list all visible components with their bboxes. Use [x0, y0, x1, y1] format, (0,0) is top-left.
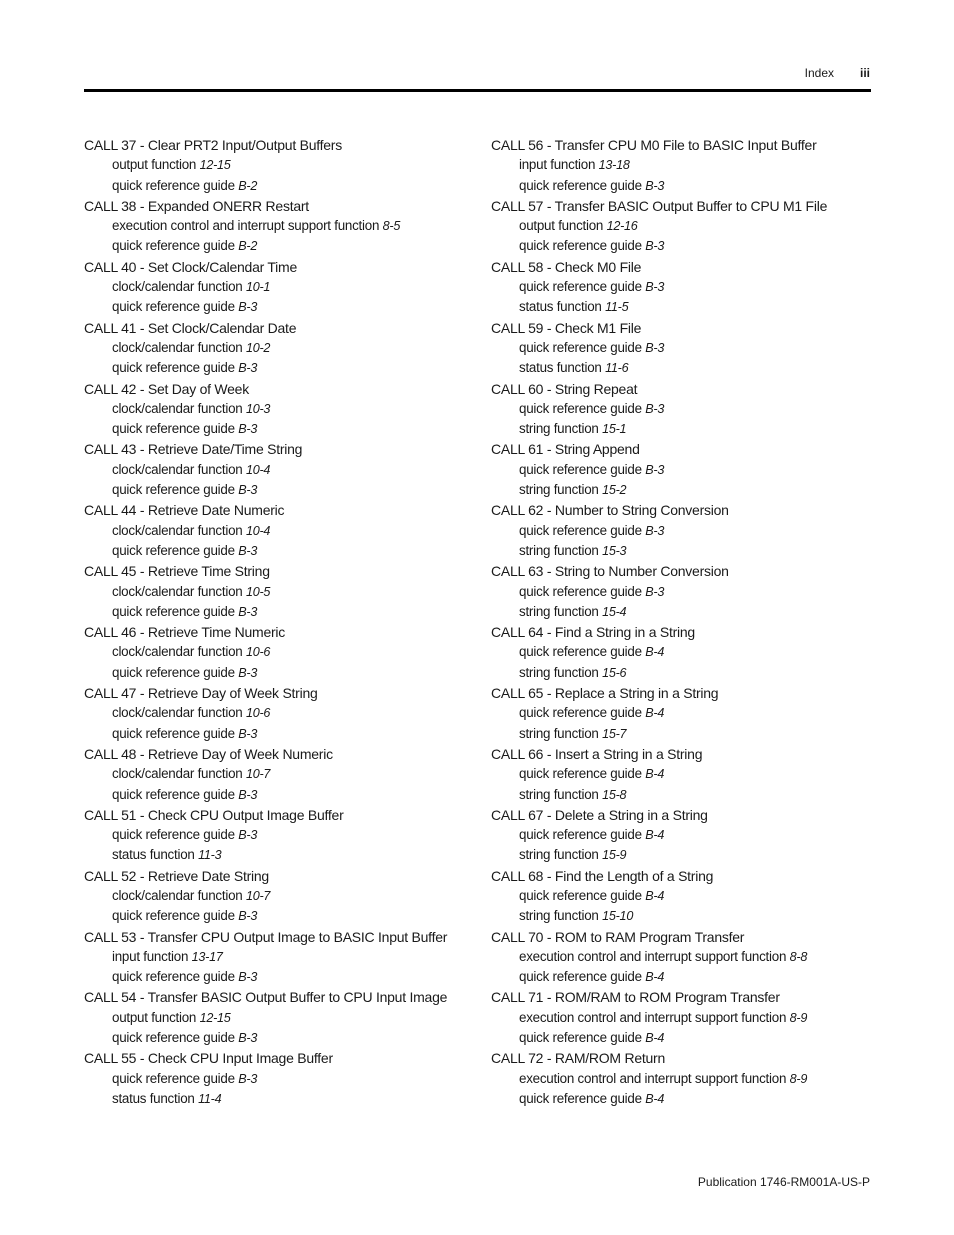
page-reference: 15-7	[602, 726, 627, 741]
page-reference: 15-6	[602, 665, 627, 680]
subentry-text: clock/calendar function	[112, 583, 243, 599]
page-reference: B-3	[645, 239, 665, 254]
subentry-text: status function	[112, 847, 195, 863]
page-reference: 15-8	[602, 787, 627, 802]
index-subentry	[491, 176, 881, 196]
subentry-text: quick reference guide	[112, 1030, 235, 1046]
subentry-text: string function	[519, 664, 599, 680]
index-subentry	[491, 886, 881, 906]
page-reference: 8-9	[789, 1010, 808, 1025]
subentry-text: quick reference guide	[112, 664, 235, 680]
page-reference: 15-3	[602, 543, 627, 558]
index-entry	[491, 500, 881, 561]
subentry-text: execution control and interrupt support function	[519, 1070, 787, 1086]
index-entry	[491, 622, 881, 683]
subentry-text: quick reference guide	[519, 400, 642, 416]
index-term: CALL 46 - Retrieve Time Numeric	[84, 624, 286, 641]
subentry-text: status function	[519, 360, 602, 376]
index-term: CALL 41 - Set Clock/Calendar Date	[84, 319, 297, 336]
index-column-left	[84, 135, 474, 1109]
page-reference: 13-18	[598, 158, 630, 173]
index-subentry	[491, 764, 881, 784]
subentry-text: output function	[519, 218, 604, 234]
page-reference: 12-16	[606, 219, 638, 234]
index-entry	[84, 622, 474, 683]
page-reference: B-3	[238, 543, 258, 558]
index-subentry	[491, 277, 881, 297]
index-subentry	[84, 1089, 474, 1109]
index-term: CALL 38 - Expanded ONERR Restart	[84, 197, 309, 214]
index-term: CALL 54 - Transfer BASIC Output Buffer to CPU Input Image	[84, 989, 448, 1006]
index-subentry	[491, 724, 881, 744]
index-subentry	[491, 947, 881, 967]
subentry-text: output function	[112, 157, 197, 173]
page-reference: B-3	[645, 401, 665, 416]
page-reference: B-3	[645, 584, 665, 599]
page-reference: 8-5	[382, 219, 401, 234]
subentry-text: quick reference guide	[112, 908, 235, 924]
header-page-number: iii	[859, 66, 870, 80]
page-reference: B-3	[238, 422, 258, 437]
page-reference: 15-4	[602, 604, 627, 619]
index-subentry	[491, 1069, 881, 1089]
subentry-text: quick reference guide	[519, 1090, 642, 1106]
page-reference: B-4	[645, 645, 665, 660]
page-reference: B-3	[645, 462, 665, 477]
page-reference: 10-7	[245, 888, 271, 903]
subentry-text: quick reference guide	[112, 421, 235, 437]
page-reference: B-4	[645, 970, 665, 985]
page-reference: 11-4	[198, 1091, 222, 1106]
subentry-text: quick reference guide	[519, 177, 642, 193]
page-reference: B-3	[645, 523, 665, 538]
page-reference: 10-3	[245, 401, 271, 416]
page-reference: B-3	[238, 361, 258, 376]
index-entry	[491, 744, 881, 805]
index-subentry	[491, 541, 881, 561]
subentry-text: quick reference guide	[519, 461, 642, 477]
header-section-title: Index	[804, 66, 834, 80]
page-reference: B-3	[238, 787, 258, 802]
index-subentry	[491, 582, 881, 602]
index-entry	[491, 805, 881, 866]
index-subentry	[84, 236, 474, 256]
index-subentry	[84, 1069, 474, 1089]
index-subentry	[491, 358, 881, 378]
index-subentry	[84, 541, 474, 561]
subentry-text: string function	[519, 482, 599, 498]
index-subentry	[84, 460, 474, 480]
subentry-text: quick reference guide	[112, 360, 235, 376]
index-subentry	[84, 216, 474, 236]
index-term: CALL 51 - Check CPU Output Image Buffer	[84, 806, 344, 823]
index-subentry	[84, 947, 474, 967]
subentry-text: string function	[519, 542, 599, 558]
index-term: CALL 71 - ROM/RAM to ROM Program Transfer	[491, 989, 780, 1006]
subentry-text: quick reference guide	[519, 1030, 642, 1046]
page-reference: B-3	[238, 828, 258, 843]
index-term: CALL 61 - String Append	[491, 441, 640, 458]
index-subentry	[491, 825, 881, 845]
index-entry	[491, 379, 881, 440]
page-reference: 15-10	[602, 909, 634, 924]
subentry-text: quick reference guide	[112, 542, 235, 558]
subentry-text: quick reference guide	[112, 603, 235, 619]
index-entry	[84, 866, 474, 927]
index-subentry	[491, 642, 881, 662]
index-entry	[491, 439, 881, 500]
index-subentry	[84, 582, 474, 602]
page-reference: B-3	[238, 909, 258, 924]
index-entry	[84, 318, 474, 379]
page-reference: B-3	[238, 300, 258, 315]
header-rule	[84, 89, 871, 92]
index-subentry	[84, 703, 474, 723]
subentry-text: string function	[519, 908, 599, 924]
subentry-text: quick reference guide	[112, 725, 235, 741]
index-subentry	[84, 602, 474, 622]
index-entry	[491, 196, 881, 257]
index-entry	[84, 987, 474, 1048]
index-term: CALL 52 - Retrieve Date String	[84, 867, 269, 884]
page-reference: B-3	[645, 178, 665, 193]
subentry-text: quick reference guide	[112, 786, 235, 802]
subentry-text: clock/calendar function	[112, 705, 243, 721]
index-subentry	[491, 216, 881, 236]
subentry-text: clock/calendar function	[112, 522, 243, 538]
page-reference: 10-5	[245, 584, 271, 599]
index-term: CALL 44 - Retrieve Date Numeric	[84, 502, 285, 519]
index-subentry	[491, 967, 881, 987]
index-subentry	[84, 297, 474, 317]
subentry-text: quick reference guide	[519, 238, 642, 254]
index-subentry	[491, 785, 881, 805]
subentry-text: clock/calendar function	[112, 400, 243, 416]
page-reference: 12-15	[199, 1010, 231, 1025]
index-subentry	[491, 845, 881, 865]
index-term: CALL 62 - Number to String Conversion	[491, 502, 729, 519]
subentry-text: execution control and interrupt support function	[519, 1009, 787, 1025]
index-entry	[84, 744, 474, 805]
page-reference: B-2	[238, 239, 258, 254]
index-subentry	[84, 155, 474, 175]
index-entry	[84, 805, 474, 866]
index-subentry	[84, 1028, 474, 1048]
index-subentry	[84, 663, 474, 683]
subentry-text: quick reference guide	[519, 969, 642, 985]
subentry-text: clock/calendar function	[112, 461, 243, 477]
index-entry	[84, 439, 474, 500]
index-term: CALL 43 - Retrieve Date/Time String	[84, 441, 303, 458]
page-reference: B-3	[238, 604, 258, 619]
index-subentry	[84, 785, 474, 805]
index-entry	[491, 561, 881, 622]
index-entry	[491, 1048, 881, 1109]
page-reference: 15-2	[602, 483, 627, 498]
subentry-text: string function	[519, 847, 599, 863]
index-term: CALL 72 - RAM/ROM Return	[491, 1050, 665, 1067]
index-term: CALL 57 - Transfer BASIC Output Buffer to CPU M1 File	[491, 197, 828, 214]
index-term: CALL 55 - Check CPU Input Image Buffer	[84, 1050, 333, 1067]
index-subentry	[84, 521, 474, 541]
index-entry	[491, 927, 881, 988]
subentry-text: clock/calendar function	[112, 339, 243, 355]
index-entry	[491, 135, 881, 196]
page-reference: 13-17	[191, 949, 223, 964]
page-reference: B-3	[645, 340, 665, 355]
subentry-text: input function	[519, 157, 596, 173]
page-reference: B-2	[238, 178, 258, 193]
index-term: CALL 70 - ROM to RAM Program Transfer	[491, 928, 745, 945]
page-reference: B-4	[645, 828, 665, 843]
page-reference: B-3	[238, 970, 258, 985]
page-reference: B-4	[645, 888, 665, 903]
index-subentry	[491, 1008, 881, 1028]
page-reference: 15-9	[602, 848, 627, 863]
index-entry	[84, 500, 474, 561]
index-subentry	[491, 521, 881, 541]
index-subentry	[491, 236, 881, 256]
index-subentry	[491, 480, 881, 500]
index-term: CALL 47 - Retrieve Day of Week String	[84, 685, 318, 702]
page-reference: 10-4	[245, 462, 271, 477]
page-reference: 10-7	[245, 767, 271, 782]
index-subentry	[491, 338, 881, 358]
subentry-text: quick reference guide	[112, 299, 235, 315]
index-subentry	[84, 886, 474, 906]
subentry-text: quick reference guide	[519, 705, 642, 721]
index-term: CALL 67 - Delete a String in a String	[491, 806, 708, 823]
index-subentry	[84, 1008, 474, 1028]
subentry-text: quick reference guide	[519, 766, 642, 782]
subentry-text: string function	[519, 603, 599, 619]
index-entry	[491, 987, 881, 1048]
subentry-text: clock/calendar function	[112, 766, 243, 782]
subentry-text: input function	[112, 948, 189, 964]
page-header	[84, 66, 870, 82]
page-reference: B-4	[645, 1091, 665, 1106]
page-reference: 10-1	[245, 280, 271, 295]
subentry-text: quick reference guide	[519, 339, 642, 355]
subentry-text: quick reference guide	[112, 238, 235, 254]
index-subentry	[84, 419, 474, 439]
subentry-text: status function	[112, 1090, 195, 1106]
index-subentry	[84, 724, 474, 744]
page-reference: 10-6	[245, 645, 271, 660]
index-entry	[491, 318, 881, 379]
index-subentry	[491, 1028, 881, 1048]
subentry-text: quick reference guide	[112, 177, 235, 193]
subentry-text: execution control and interrupt support function	[112, 218, 380, 234]
index-term: CALL 48 - Retrieve Day of Week Numeric	[84, 745, 333, 762]
page-reference: B-3	[238, 1071, 258, 1086]
page-reference: 10-2	[245, 340, 271, 355]
page-reference: B-3	[238, 726, 258, 741]
page-reference: 15-1	[602, 422, 627, 437]
page-reference: B-3	[238, 665, 258, 680]
subentry-text: quick reference guide	[519, 827, 642, 843]
index-term: CALL 66 - Insert a String in a String	[491, 745, 703, 762]
index-subentry	[491, 703, 881, 723]
index-subentry	[84, 906, 474, 926]
index-subentry	[491, 663, 881, 683]
subentry-text: quick reference guide	[519, 279, 642, 295]
page-reference: B-4	[645, 706, 665, 721]
index-subentry	[491, 602, 881, 622]
index-subentry	[491, 399, 881, 419]
index-subentry	[84, 277, 474, 297]
index-subentry	[84, 825, 474, 845]
page-reference: 11-6	[605, 361, 629, 376]
subentry-text: clock/calendar function	[112, 887, 243, 903]
subentry-text: quick reference guide	[519, 522, 642, 538]
index-entry	[84, 561, 474, 622]
subentry-text: status function	[519, 299, 602, 315]
index-entry	[84, 135, 474, 196]
index-term: CALL 45 - Retrieve Time String	[84, 563, 270, 580]
subentry-text: quick reference guide	[112, 827, 235, 843]
subentry-text: string function	[519, 421, 599, 437]
index-entry	[84, 196, 474, 257]
index-term: CALL 58 - Check M0 File	[491, 258, 642, 275]
index-column-right	[491, 135, 881, 1109]
index-entry	[84, 257, 474, 318]
index-entry	[84, 927, 474, 988]
subentry-text: string function	[519, 786, 599, 802]
page-reference: 8-9	[789, 1071, 808, 1086]
index-term: CALL 60 - String Repeat	[491, 380, 638, 397]
index-subentry	[84, 358, 474, 378]
subentry-text: quick reference guide	[519, 887, 642, 903]
subentry-text: string function	[519, 725, 599, 741]
subentry-text: quick reference guide	[112, 482, 235, 498]
index-subentry	[491, 1089, 881, 1109]
index-term: CALL 65 - Replace a String in a String	[491, 685, 719, 702]
index-subentry	[491, 460, 881, 480]
subentry-text: quick reference guide	[519, 644, 642, 660]
index-entry	[491, 257, 881, 318]
index-subentry	[84, 764, 474, 784]
index-subentry	[491, 906, 881, 926]
page-reference: 12-15	[199, 158, 231, 173]
index-subentry	[84, 845, 474, 865]
subentry-text: quick reference guide	[519, 583, 642, 599]
index-subentry	[84, 338, 474, 358]
subentry-text: quick reference guide	[112, 1070, 235, 1086]
index-entry	[491, 866, 881, 927]
page-reference: B-3	[238, 1031, 258, 1046]
index-subentry	[84, 642, 474, 662]
index-entry	[84, 683, 474, 744]
index-term: CALL 40 - Set Clock/Calendar Time	[84, 258, 297, 275]
index-term: CALL 53 - Transfer CPU Output Image to BASIC Input Buffer	[84, 928, 448, 945]
index-subentry	[84, 967, 474, 987]
page-reference: 10-4	[245, 523, 271, 538]
page-reference: 11-3	[198, 848, 222, 863]
page-reference: 8-8	[789, 949, 808, 964]
index-subentry	[84, 480, 474, 500]
page-reference: B-4	[645, 767, 665, 782]
publication-footer: Publication 1746-RM001A-US-P	[697, 1175, 870, 1189]
page-reference: B-3	[238, 483, 258, 498]
subentry-text: quick reference guide	[112, 969, 235, 985]
index-subentry	[491, 419, 881, 439]
index-term: CALL 63 - String to Number Conversion	[491, 563, 729, 580]
index-term: CALL 68 - Find the Length of a String	[491, 867, 714, 884]
index-term: CALL 64 - Find a String in a String	[491, 624, 695, 641]
subentry-text: execution control and interrupt support function	[519, 948, 787, 964]
index-term: CALL 59 - Check M1 File	[491, 319, 642, 336]
page-reference: B-4	[645, 1031, 665, 1046]
subentry-text: clock/calendar function	[112, 644, 243, 660]
subentry-text: output function	[112, 1009, 197, 1025]
page-reference: 10-6	[245, 706, 271, 721]
index-term: CALL 56 - Transfer CPU M0 File to BASIC Input Buffer	[491, 137, 817, 153]
page-reference: B-3	[645, 280, 665, 295]
index-subentry	[84, 399, 474, 419]
subentry-text: clock/calendar function	[112, 279, 243, 295]
index-subentry	[84, 176, 474, 196]
page-reference: 11-5	[605, 300, 629, 315]
index-entry	[84, 1048, 474, 1109]
index-entry	[491, 683, 881, 744]
index-term: CALL 42 - Set Day of Week	[84, 380, 249, 397]
index-term: CALL 37 - Clear PRT2 Input/Output Buffers	[84, 137, 342, 153]
index-entry	[84, 379, 474, 440]
index-subentry	[491, 155, 881, 175]
index-subentry	[491, 297, 881, 317]
